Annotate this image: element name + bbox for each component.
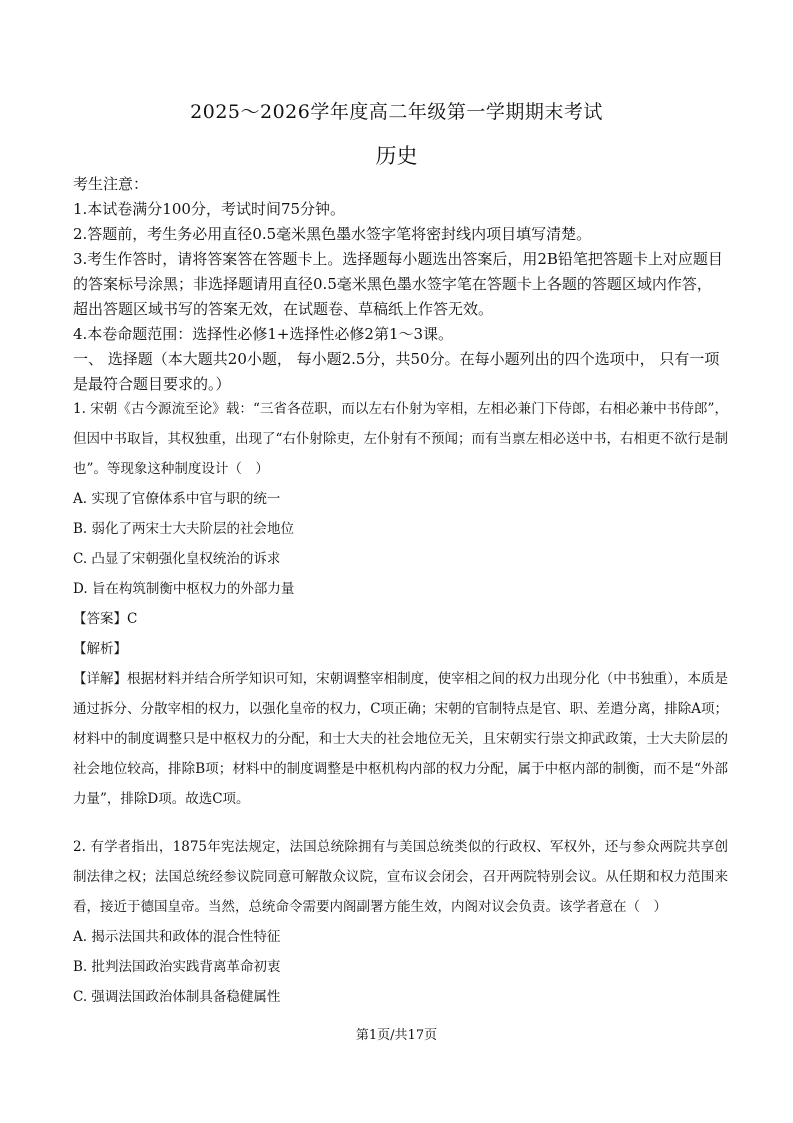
section-heading: 一、 选择题（本大题共20小题， 每小题2.5分，共50分。在每小题列出的四个选项中， 只有一项是最符合题目要求的。） xyxy=(73,350,720,393)
question-1-detail: 【详解】根据材料并结合所学知识可知，宋朝调整宰相制度，使宰相之间的权力出现分化（中书独重），本质是通过拆分、分散宰相的权力，以强化皇帝的权力，C项正确；宋朝的官制特点是官、职、差遣分离，排除A项；材料中的制度调整只是中枢权力的分配，和士大夫的社会地位无关，且宋朝实行崇文抑武政策，士大夫阶层的社会地位较高，排除B项；材料中的制度调整是中枢机构内部的权力分配，属于中枢内部的制衡，而不是“外部力量”，排除D项。故选C项。 xyxy=(73,671,728,807)
question-2-stem: 2. 有学者指出，1875年宪法规定，法国总统除拥有与美国总统类似的行政权、军权外，还与参众两院共享创制法律之权；法国总统经参议院同意可解散众议院，宣布议会闭会，召开两院特别会议。从任期和权力范围来看，接近于德国皇帝。当然，总统命令需要内阁副署方能生效，内阁对议会负责。该学者意在（ ） xyxy=(73,839,728,915)
question-1-option-d: D. 旨在构筑制衡中枢权力的外部力量 xyxy=(73,581,295,597)
question-1 xyxy=(73,394,728,814)
notice-heading: 考生注意： xyxy=(73,175,149,193)
question-1-analysis-label: 【解析】 xyxy=(73,641,127,657)
question-1-stem: 1. 宋朝《古今源流至论》载：“三省各莅职，而以左右仆射为宰相，左相必兼门下侍郎，右相必兼中书侍郎”，但因中书取旨，其权独重，出现了“右仆射除吏，左仆射有不预闻；而有当禀左相必送中书，右相更不欲行是制也”。等现象这种制度设计（ ） xyxy=(73,401,728,477)
notice-item-2: 2.答题前，考生务必用直径0.5毫米黑色墨水签字笔将密封线内项目填写清楚。 xyxy=(73,225,592,243)
question-1-option-a: A. 实现了官僚体系中官与职的统一 xyxy=(73,491,281,507)
question-1-option-b: B. 弱化了两宋士大夫阶层的社会地位 xyxy=(73,521,295,537)
subject-title: 历史 xyxy=(375,144,418,168)
exam-title: 2025～2026学年度高二年级第一学期期末考试 xyxy=(190,101,603,123)
question-2-option-c: C. 强调法国政治体制具备稳健属性 xyxy=(73,989,281,1005)
page-number: 第1页/共17页 xyxy=(355,1028,438,1043)
question-1-option-c: C. 凸显了宋朝强化皇权统治的诉求 xyxy=(73,551,281,567)
notice-item-4: 4.本卷命题范围：选择性必修1+选择性必修2第1～3课。 xyxy=(73,325,454,343)
question-1-answer: 【答案】C xyxy=(73,611,138,627)
question-2-option-b: B. 批判法国政治实践背离革命初衷 xyxy=(73,959,281,975)
candidate-notice xyxy=(73,172,723,397)
question-2-option-a: A. 揭示法国共和政体的混合性特征 xyxy=(73,929,281,945)
notice-item-3: 3.考生作答时，请将答案答在答题卡上。选择题每小题选出答案后，用2B铅笔把答题卡上对应题目的答案标号涂黑；非选择题请用直径0.5毫米黑色墨水签字笔在答题卡上各题的答题区域内作答，超出答题区域书写的答案无效，在试题卷、草稿纸上作答无效。 xyxy=(73,250,723,318)
question-2 xyxy=(73,832,728,1012)
notice-item-1: 1.本试卷满分100分，考试时间75分钟。 xyxy=(73,200,346,218)
